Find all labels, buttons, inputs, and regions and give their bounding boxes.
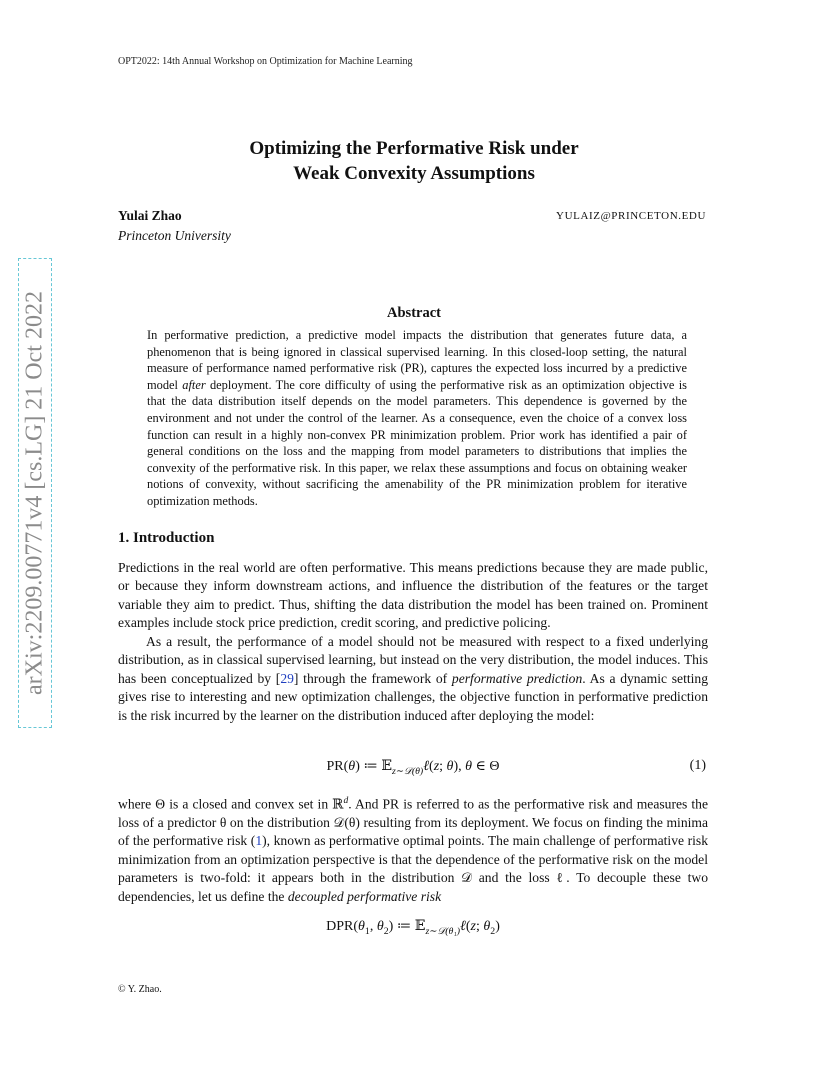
p3-text-a: where Θ is a closed and convex set in ℝ: [118, 796, 344, 812]
intro-paragraph-2: [118, 633, 708, 725]
p2-text-a: As a result, the performance of a model should not be measured with respect to a fixed underlying distribution, as in classical supervised learning, but instead on the very distribution, the model induces. This has been conceptualized by [: [118, 634, 708, 686]
abstract-body: [147, 327, 687, 510]
intro-paragraph-1: Predictions in the real world are often performative. This means predictions because they are made public, or because they inform downstream actions, and influence the distribution of the features or the target variable they aim to predict. Thus, shifting the data distribution the model has been trained on. Prominent examples include stock price prediction, credit scoring, and predictive policing.: [118, 560, 708, 631]
abstract-emphasis-after: after: [182, 377, 206, 392]
p3-superscript: d: [343, 796, 349, 806]
author-affiliation: Princeton University: [118, 228, 231, 243]
p2-emphasis: performative prediction: [451, 670, 583, 686]
p2-text-c: . As a dynamic setting gives rise to interesting and new optimization challenges, the objective function in performative prediction is the risk incurred by the learner on the distribution induced after deploying the model:: [118, 670, 708, 723]
p2-text-b: ] through the framework of: [293, 670, 452, 686]
equation-number-1: (1): [689, 758, 706, 773]
equation-1: PR(θ) ≔ 𝔼$_{z\sim 𝒟(\theta)}$ℓ(z; θ), θ ∈ Θ: [326, 759, 500, 777]
p3-text-c: ), known as performative optimal points. The main challenge of performative risk minimization from an optimization perspective is that the dependence of the performative risk on the model parameters is two-fold: it appears both in the distribution 𝒟 and the loss ℓ. To decouple these two dependencies, let us define the: [118, 833, 708, 904]
author-name: Yulai Zhao: [118, 208, 182, 223]
abstract-text-2: deployment. The core difficulty of using the performative risk as an optimization objective is that the data distribution itself depends on the model parameters. This dependence is governed by the environment and not under the control of the learner. As a consequence, even the choice of a convex loss function can result in a highly non-convex PR minimization problem. Prior work has identified a pair of general conditions on the loss and the mapping from model parameters to distributions that implies the convexity of the performative risk. In this paper, we relax these assumptions and focus on obtaining weaker notions of convexity, without sacrificing the amenability of the PR minimization problem for iterative optimization methods.: [147, 377, 687, 508]
title-line-1: Optimizing the Performative Risk under: [249, 138, 579, 159]
equation-dpr: $DPR(\theta_1$, $\theta_2$) ≔ 𝔼$_{z\sim 𝒟(\theta_1)}$ℓ(z; $\theta_2$): [326, 919, 500, 937]
abstract-heading: Abstract: [387, 305, 441, 321]
section-heading-introduction: 1. Introduction: [118, 530, 215, 546]
p3-emphasis: decoupled performative risk: [287, 888, 442, 904]
equation-ref-link[interactable]: 1: [255, 833, 263, 849]
copyright-footer: © Y. Zhao.: [118, 984, 162, 995]
paper-title: [0, 136, 828, 186]
citation-link[interactable]: 29: [280, 670, 294, 686]
intro-paragraph-3: [118, 792, 708, 906]
author-email[interactable]: YULAIZ@PRINCETON.EDU: [556, 210, 706, 222]
title-line-2: Weak Convexity Assumptions: [293, 163, 535, 184]
arxiv-identifier[interactable]: arXiv:2209.00771v4 [cs.LG] 21 Oct 2022: [21, 291, 48, 695]
p3-text-b: . And PR is referred to as the performative risk and measures the loss of a predictor θ on the distribution 𝒟(θ) resulting from its deployment. We focus on finding the minima of the performative risk (: [118, 796, 708, 849]
abstract-text-1: In performative prediction, a predictive model impacts the distribution that generates future data, a phenomenon that is being ignored in classical supervised learning. In this closed-loop setting, the natural measure of performance named performative risk (PR), captures the expected loss incurred by a predictive model: [147, 328, 687, 392]
running-header: OPT2022: 14th Annual Workshop on Optimization for Machine Learning: [118, 56, 413, 67]
arxiv-sidebar[interactable]: [18, 258, 52, 728]
